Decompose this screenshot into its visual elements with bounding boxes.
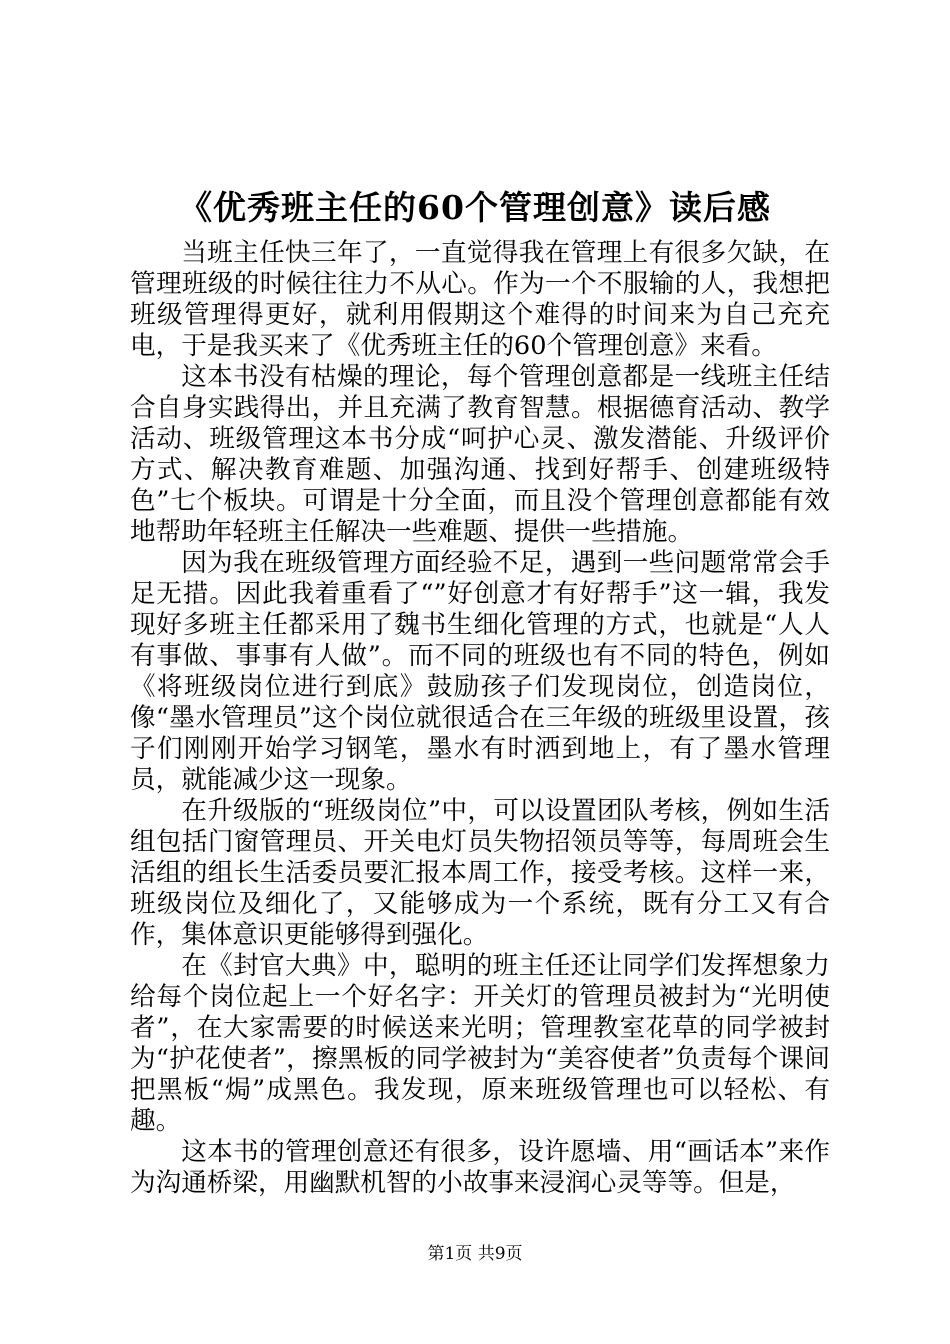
paragraph: 这本书的管理创意还有很多，设许愿墙、用“画话本”来作为沟通桥梁，用幽默机智的小故事来浸润心灵等等。但是， <box>130 1137 830 1198</box>
paragraph: 当班主任快三年了，一直觉得我在管理上有很多欠缺，在管理班级的时候往往力不从心。作为一个不服输的人，我想把班级管理得更好，就利用假期这个难得的时间来为自己充充电，于是我买来了《优秀班主任的60个管理创意》来看。 <box>130 238 830 361</box>
paragraph: 这本书没有枯燥的理论，每个管理创意都是一线班主任结合自身实践得出，并且充满了教育智慧。根据德育活动、教学活动、班级管理这本书分成“呵护心灵、激发潜能、升级评价方式、解决教育难题、加强沟通、找到好帮手、创建班级特色”七个板块。可谓是十分全面，而且没个管理创意都能有效地帮助年轻班主任解决一些难题、提供一些措施。 <box>130 362 830 547</box>
document-body <box>130 238 830 1199</box>
paragraph: 在升级版的“班级岗位”中，可以设置团队考核，例如生活组包括门窗管理员、开关电灯员失物招领员等等，每周班会生活组的组长生活委员要汇报本周工作，接受考核。这样一来，班级岗位及细化了，又能够成为一个系统，既有分工又有合作，集体意识更能够得到强化。 <box>130 796 830 950</box>
paragraph: 因为我在班级管理方面经验不足，遇到一些问题常常会手足无措。因此我着重看了“”好创意才有好帮手”这一辑，我发现好多班主任都采用了魏书生细化管理的方式，也就是“人人有事做、事事有人做”。而不同的班级也有不同的特色，例如《将班级岗位进行到底》鼓励孩子们发现岗位，创造岗位，像“墨水管理员”这个岗位就很适合在三年级的班级里设置，孩子们刚刚开始学习钢笔，墨水有时洒到地上，有了墨水管理员，就能减少这一现象。 <box>130 548 830 795</box>
page-footer: 第1页 共9页 <box>427 1244 523 1264</box>
document-title: 《优秀班主任的60个管理创意》读后感 <box>179 188 771 227</box>
paragraph: 在《封官大典》中，聪明的班主任还让同学们发挥想象力给每个岗位起上一个好名字：开关灯的管理员被封为“光明使者”，在大家需要的时候送来光明；管理教室花草的同学被封为“护花使者”，擦黑板的同学被封为“美容使者”负责每个课间把黑板“焗”成黑色。我发现，原来班级管理也可以轻松、有趣。 <box>130 951 830 1136</box>
